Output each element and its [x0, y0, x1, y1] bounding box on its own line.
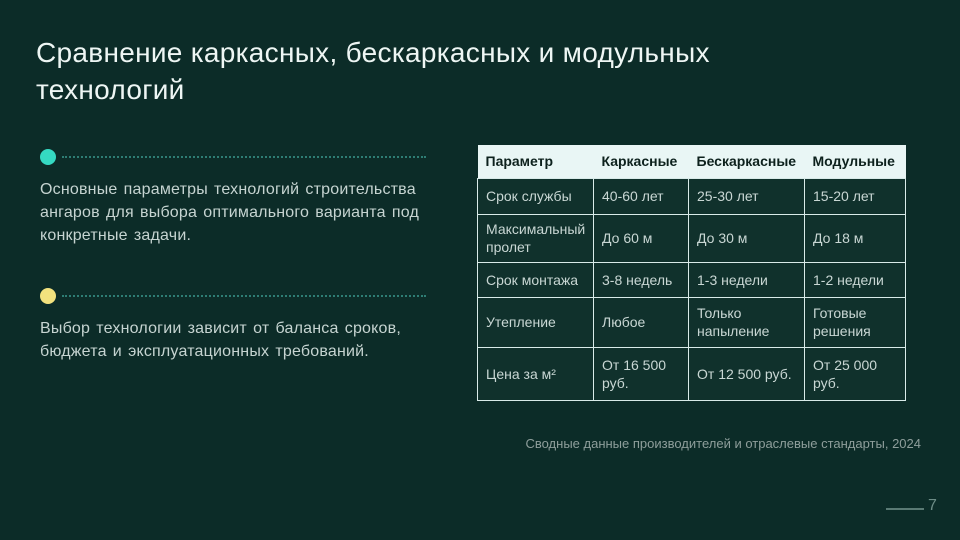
table-cell: Любое: [594, 297, 689, 347]
table-cell: 15-20 лет: [805, 178, 906, 214]
table-cell: Цена за м²: [478, 347, 594, 400]
table-cell: Максимальный пролет: [478, 214, 594, 262]
table-row: [478, 347, 906, 400]
table-cell: 1-2 недели: [805, 262, 906, 297]
table-cell: 3-8 недель: [594, 262, 689, 297]
table-cell: Только напыление: [689, 297, 805, 347]
table-cell: До 18 м: [805, 214, 906, 262]
table-cell: Готовые решения: [805, 297, 906, 347]
slide-title: Сравнение каркасных, бескаркасных и модульных технологий: [36, 37, 710, 105]
table-cell: От 12 500 руб.: [689, 347, 805, 400]
table-body: [478, 178, 906, 400]
table-row: [478, 297, 906, 347]
note-1-text: Основные параметры технологий строительства ангаров для выбора оптимального варианта под конкретные задачи.: [40, 181, 420, 244]
table-cell: Срок монтажа: [478, 262, 594, 297]
yellow-dot-icon: [40, 288, 56, 304]
table-header-row: [478, 145, 906, 178]
note-2-marker-row: [40, 288, 426, 304]
comparison-table: [477, 145, 906, 401]
note-2-text: Выбор технологии зависит от баланса сроков, бюджета и эксплуатационных требований.: [40, 320, 401, 360]
table-row: [478, 214, 906, 262]
note-block-2: [40, 288, 426, 363]
table-row: [478, 262, 906, 297]
column-header: Параметр: [478, 145, 594, 178]
column-header: Каркасные: [594, 145, 689, 178]
footer-rule: [886, 508, 924, 510]
dotted-rule: [62, 156, 426, 158]
teal-dot-icon: [40, 149, 56, 165]
table-cell: 1-3 недели: [689, 262, 805, 297]
column-header: Бескаркасные: [689, 145, 805, 178]
table-cell: 40-60 лет: [594, 178, 689, 214]
table-cell: От 16 500 руб.: [594, 347, 689, 400]
table-cell: Срок службы: [478, 178, 594, 214]
dotted-rule: [62, 295, 426, 297]
table-header-row: [478, 145, 906, 178]
page-number: 7: [928, 497, 937, 514]
note-1-marker-row: [40, 149, 426, 165]
table-row: [478, 178, 906, 214]
table-cell: Утепление: [478, 297, 594, 347]
table-cell: От 25 000 руб.: [805, 347, 906, 400]
table-cell: 25-30 лет: [689, 178, 805, 214]
source-note: Сводные данные производителей и отраслевые стандарты, 2024: [525, 436, 921, 451]
table-cell: До 30 м: [689, 214, 805, 262]
note-block-1: [40, 149, 426, 247]
column-header: Модульные: [805, 145, 906, 178]
table-cell: До 60 м: [594, 214, 689, 262]
